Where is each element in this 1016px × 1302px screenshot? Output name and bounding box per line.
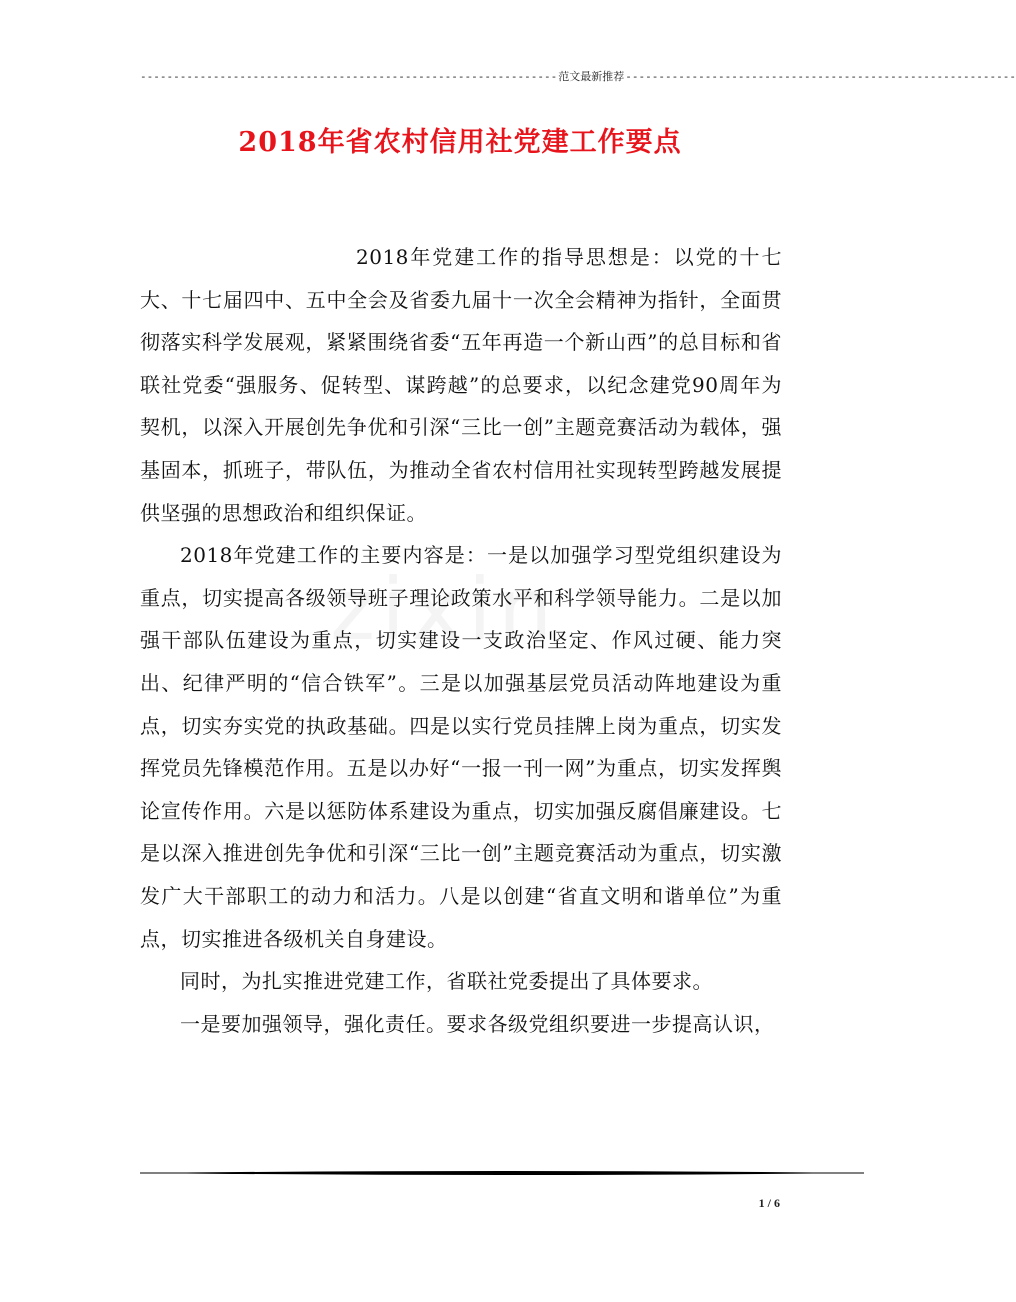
header-dashes-left: --------------------------------------------------------------- xyxy=(140,70,558,83)
paragraph-requirement-one: 一是要加强领导，强化责任。要求各级党组织要进一步提高认识， xyxy=(180,1011,775,1036)
header-banner xyxy=(140,70,1016,84)
page-number: 1 / 6 xyxy=(758,1196,780,1210)
paragraph-requirements-intro: 同时，为扎实推进党建工作，省联社党委提出了具体要求。 xyxy=(180,969,713,994)
footer-rule xyxy=(140,1170,864,1176)
header-label: 范文最新推荐 xyxy=(558,70,625,83)
paragraph-guiding-thought: 2018年党建工作的指导思想是：以党的十七大、十七届四中、五中全会及省委九届十一次全会精神为指针，全面贯彻落实科学发展观，紧紧围绕省委“五年再造一个新山西”的总目标和省联社党委“强服务、促转型、谋跨越”的总要求，以纪念建党90周年为契机，以深入开展创先争优和引深“三比一创”主题竞赛活动为载体，强基固本，抓班子，带队伍，为推动全省农村信用社实现转型跨越发展提供坚强的思想政治和组织保证。 xyxy=(140,245,782,525)
header-dashes-right: ----------------------------------------------------------- xyxy=(625,70,1016,83)
document-title: 2018年省农村信用社党建工作要点 xyxy=(238,127,682,158)
paragraph-main-content: 2018年党建工作的主要内容是：一是以加强学习型党组织建设为重点，切实提高各级领导班子理论政策水平和科学领导能力。二是以加强干部队伍建设为重点，切实建设一支政治坚定、作风过硬、能力突出、纪律严明的“信合铁军”。三是以加强基层党员活动阵地建设为重点，切实夯实党的执政基础。四是以实行党员挂牌上岗为重点，切实发挥党员先锋模范作用。五是以办好“一报一刊一网”为重点，切实发挥舆论宣传作用。六是以惩防体系建设为重点，切实加强反腐倡廉建设。七是以深入推进创先争优和引深“三比一创”主题竞赛活动为重点，切实激发广大干部职工的动力和活力。八是以创建“省直文明和谐单位”为重点，切实推进各级机关自身建设。 xyxy=(140,543,782,951)
document-body xyxy=(140,236,782,1045)
